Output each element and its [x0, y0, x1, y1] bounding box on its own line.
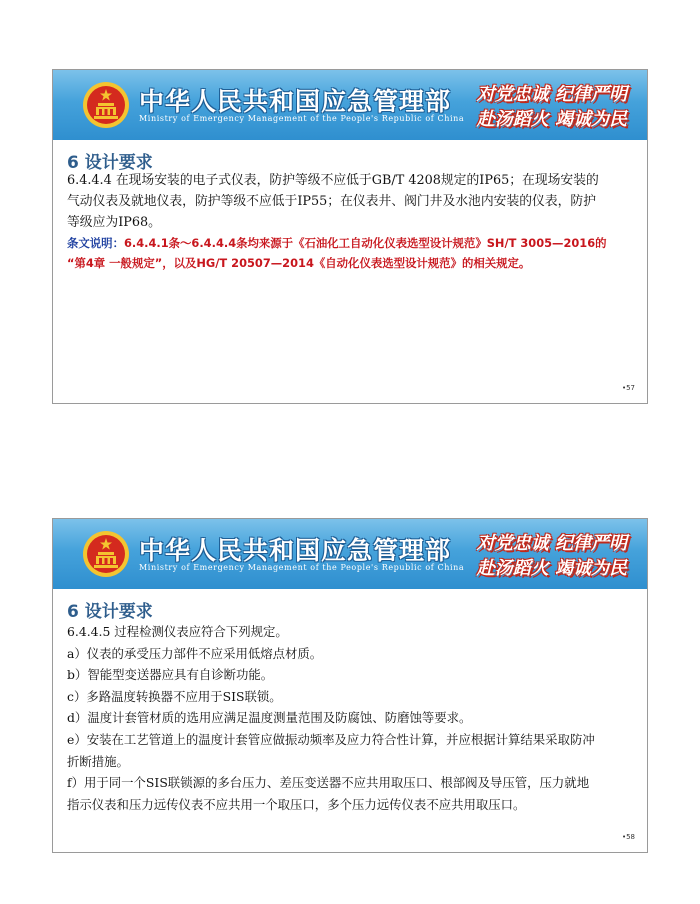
- clause-line: 指示仪表和压力远传仪表不应共用一个取压口，多个压力远传仪表不应共用取压口。: [67, 796, 526, 812]
- slogan-line-2: 赴汤蹈火 竭诚为民: [476, 558, 627, 579]
- section-heading: 6 设计要求: [67, 602, 153, 622]
- ministry-subtitle: Ministry of Emergency Management of the People's Republic of China: [139, 563, 465, 572]
- ministry-banner: [53, 70, 647, 140]
- clause-line: e）安装在工艺管道上的温度计套管应做振动频率及应力符合性计算，并应根据计算结果采取防冲: [67, 731, 595, 747]
- clause-note: [67, 233, 635, 273]
- ministry-subtitle: Ministry of Emergency Management of the People's Republic of China: [139, 114, 465, 123]
- ministry-title: 中华人民共和国应急管理部: [139, 536, 452, 565]
- slide-body: [67, 621, 635, 815]
- ministry-title: 中华人民共和国应急管理部: [139, 87, 452, 116]
- clause-line: f）用于同一个SIS联锁源的多台压力、差压变送器不应共用取压口、根部阀及导压管，压力就地: [67, 775, 590, 791]
- clause-line: b）智能型变送器应具有自诊断功能。: [67, 667, 274, 683]
- clause-line: 折断措施。: [67, 753, 129, 769]
- section-heading: 6 设计要求: [67, 153, 153, 173]
- clause-line: 6.4.4.5 过程检测仪表应符合下列规定。: [67, 624, 288, 639]
- slide-58: [52, 518, 648, 853]
- slide-57: [52, 69, 648, 404]
- clause-line: c）多路温度转换器不应用于SIS联锁。: [67, 688, 282, 704]
- paragraph-line: 气动仪表及就地仪表，防护等级不应低于IP55；在仪表井、阀门井及水池内安装的仪表，防护: [67, 194, 597, 209]
- clause-note-label: 条文说明：: [67, 236, 124, 250]
- national-emblem-icon: [82, 81, 130, 129]
- clause-note-line: “第4章 一般规定”，以及HG/T 20507—2014《自动化仪表选型设计规范》的相关规定。: [67, 256, 531, 270]
- slogan-line-1: 对党忠诚 纪律严明: [476, 84, 627, 105]
- slogan-line-2: 赴汤蹈火 竭诚为民: [476, 109, 627, 130]
- page-number: •57: [621, 384, 635, 392]
- clause-note-line: 6.4.4.1条～6.4.4.4条均来源于《石油化工自动化仪表选型设计规范》SH/T 3005—2016的: [123, 236, 607, 250]
- slide-body: [67, 170, 635, 273]
- paragraph-line: 等级应为IP68。: [67, 215, 161, 230]
- slogan-line-1: 对党忠诚 纪律严明: [476, 533, 627, 554]
- national-emblem-icon: [82, 530, 130, 578]
- clause-line: a）仪表的承受压力部件不应采用低熔点材质。: [67, 645, 323, 661]
- ministry-banner: [53, 519, 647, 589]
- page-number: •58: [621, 833, 635, 841]
- paragraph-line: 6.4.4.4 在现场安装的电子式仪表，防护等级不应低于GB/T 4208规定的IP65；在现场安装的: [67, 173, 599, 188]
- clause-line: d）温度计套管材质的选用应满足温度测量范围及防腐蚀、防磨蚀等要求。: [67, 710, 472, 726]
